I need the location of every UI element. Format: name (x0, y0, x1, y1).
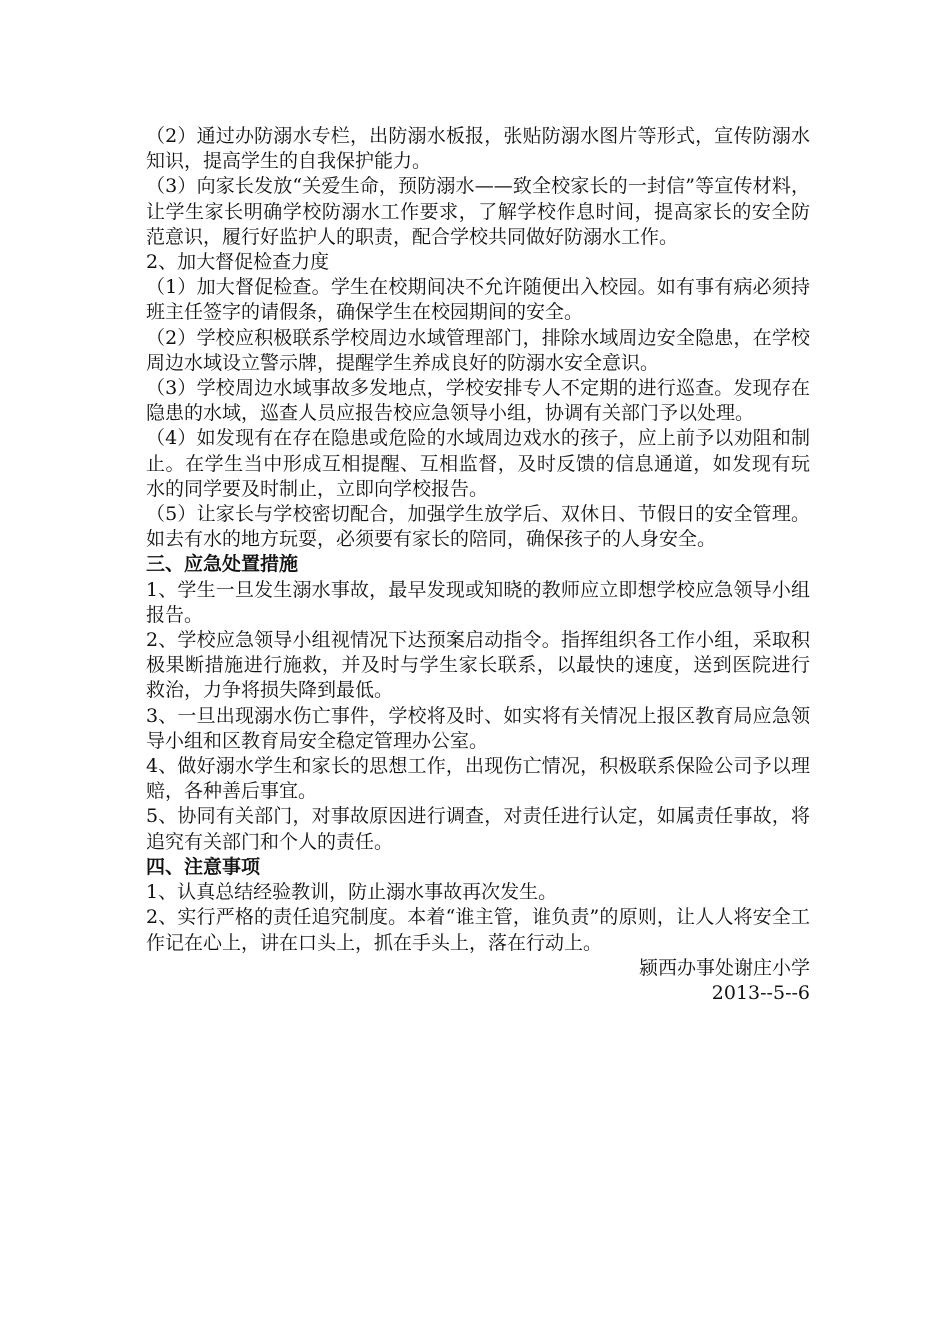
emergency-item-5: 5、协同有关部门，对事故原因进行调查，对责任进行认定，如属责任事故，将追究有关部门和个人的责任。 (146, 805, 810, 853)
paragraph-parent-letter: （3）向家长发放“关爱生命，预防溺水——致全校家长的一封信”等宣传材料，让学生家长明确学校防溺水工作要求，了解学校作息时间，提高家长的安全防范意识，履行好监护人的职责，配合学校共同做好防溺水工作。 (146, 175, 810, 248)
paragraph-water-area-management: （2）学校应积极联系学校周边水域管理部门，排除水域周边安全隐患，在学校周边水域设立警示牌，提醒学生养成良好的防溺水安全意识。 (146, 326, 810, 374)
signature-date: 2013--5--6 (711, 981, 810, 1004)
paragraph-dissuade: （4）如发现有在存在隐患或危险的水域周边戏水的孩子，应上前予以劝阻和制止。在学生当中形成互相提醒、互相监督，及时反馈的信息通道，如发现有玩水的同学要及时制止，立即向学校报告。 (146, 427, 810, 500)
emergency-item-4: 4、做好溺水学生和家长的思想工作，出现伤亡情况，积极联系保险公司予以理赔，各种善后事宜。 (146, 755, 810, 803)
paragraph-publicity-column: （2）通过办防溺水专栏，出防溺水板报，张贴防溺水图片等形式，宣传防溺水知识，提高学生的自我保护能力。 (146, 125, 810, 173)
signature-organization: 颍西办事处谢庄小学 (638, 956, 810, 979)
emergency-item-1: 1、学生一旦发生溺水事故，最早发现或知晓的教师应立即想学校应急领导小组报告。 (146, 578, 810, 626)
emergency-item-3: 3、一旦出现溺水伤亡事件，学校将及时、如实将有关情况上报区教育局应急领导小组和区教育局安全稳定管理办公室。 (146, 704, 810, 752)
notes-item-1: 1、认真总结经验教训，防止溺水事故再次发生。 (146, 881, 558, 904)
document-page (146, 124, 810, 1006)
emergency-item-2: 2、学校应急领导小组视情况下达预案启动指令。指挥组织各工作小组，采取积极果断措施进行施救，并及时与学生家长联系，以最快的速度，送到医院进行救治，力争将损失降到最低。 (146, 629, 810, 702)
subheading-supervision: 2、加大督促检查力度 (146, 251, 330, 274)
section-heading-emergency: 三、应急处置措施 (146, 553, 299, 576)
section-heading-notes: 四、注意事项 (146, 855, 261, 878)
paragraph-supervision-check: （1）加大督促检查。学生在校期间决不允许随便出入校园。如有事有病必须持班主任签字的请假条，确保学生在校园期间的安全。 (146, 276, 810, 324)
paragraph-parent-cooperation: （5）让家长与学校密切配合，加强学生放学后、双休日、节假日的安全管理。如去有水的地方玩耍，必须要有家长的陪同，确保孩子的人身安全。 (146, 503, 810, 551)
notes-item-2: 2、实行严格的责任追究制度。本着“谁主管，谁负责”的原则，让人人将安全工作记在心上，讲在口头上，抓在手头上，落在行动上。 (146, 906, 810, 954)
paragraph-patrol: （3）学校周边水域事故多发地点，学校安排专人不定期的进行巡查。发现存在隐患的水域，巡查人员应报告校应急领导小组，协调有关部门予以处理。 (146, 377, 810, 425)
